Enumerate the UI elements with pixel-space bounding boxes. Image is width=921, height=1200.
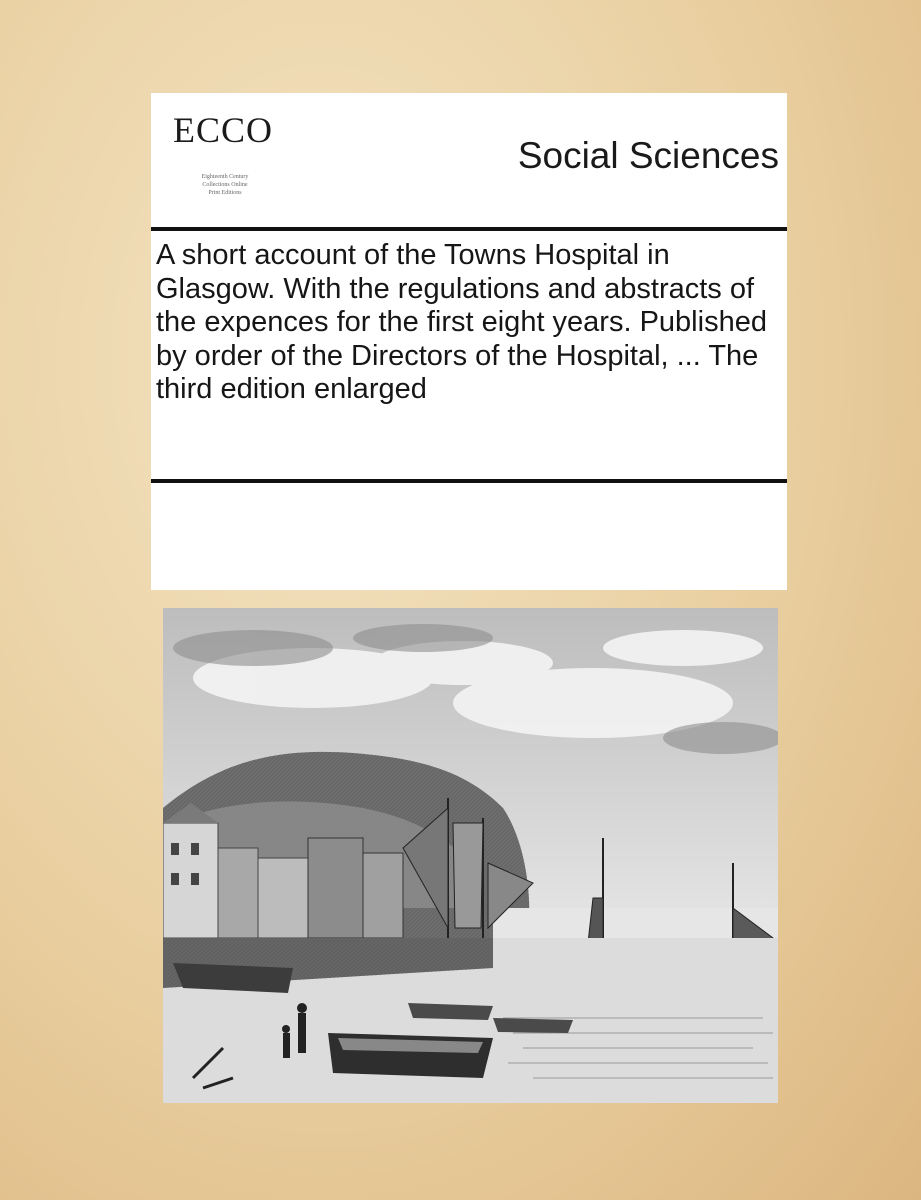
logo-tagline-line: Collections Online <box>202 182 248 188</box>
logo-tagline-line: Eighteenth Century <box>201 174 249 180</box>
category-label: Social Sciences <box>517 135 779 176</box>
logo-tagline <box>179 173 271 197</box>
top-rule <box>151 227 787 231</box>
publisher-logo <box>163 103 273 215</box>
logo-wordmark: ECCO <box>173 110 274 150</box>
bottom-rule <box>151 479 787 483</box>
logo-tagline-line: Print Editions <box>208 190 242 196</box>
harbour-engraving <box>163 608 778 1103</box>
title-panel <box>151 93 787 590</box>
book-title: A short account of the Towns Hospital in Glasgow. With the regulations and abstracts of the expences for the first eight years. Published by order of the Directors of the Hospital, ... The third edition enlarged <box>156 239 767 405</box>
